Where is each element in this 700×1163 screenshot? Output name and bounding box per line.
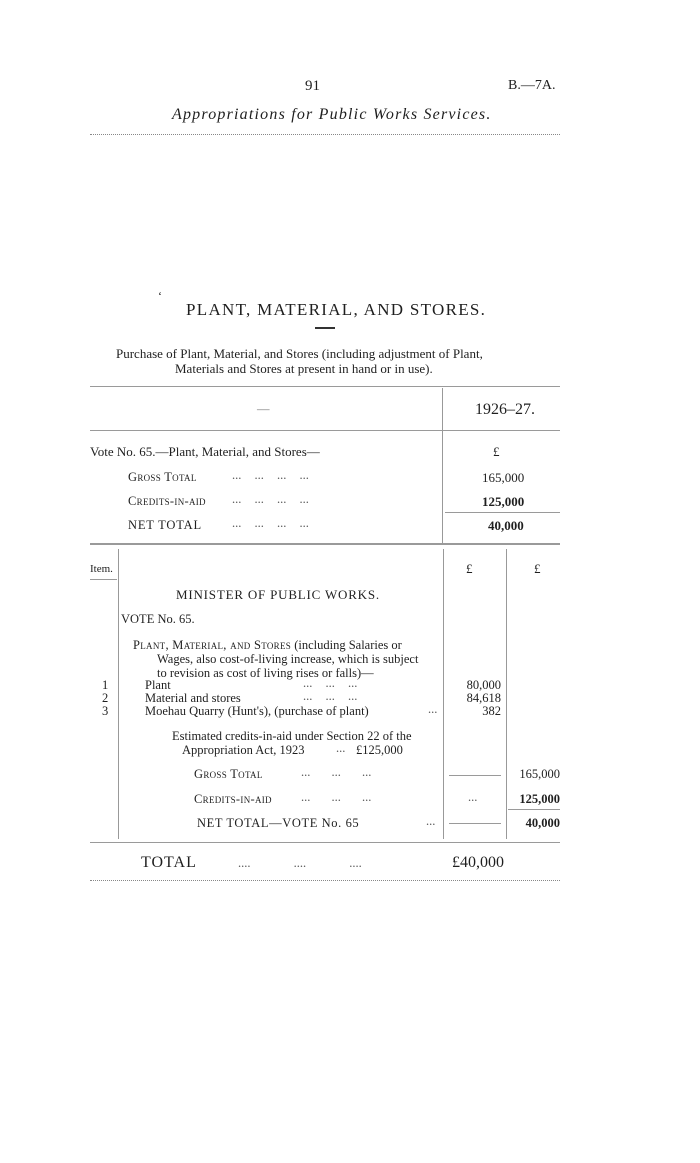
summary-currency: £ <box>493 444 500 459</box>
estimate-line-1: Estimated credits-in-aid under Section 22 of the <box>172 729 412 743</box>
detail-credits-value: 125,000 <box>519 792 560 806</box>
section-marker: ‘ <box>158 289 162 303</box>
item-dots: ... <box>428 702 438 716</box>
item-label: Material and stores <box>145 691 241 705</box>
grand-total-value: £40,000 <box>452 854 504 871</box>
summary-net-dots: ... ... ... ... <box>232 516 309 530</box>
grand-total-label: TOTAL <box>141 854 197 871</box>
summary-credits-label: Credits-in-aid <box>128 494 206 508</box>
summary-blank-header: — <box>257 402 270 416</box>
detail-credits-col1-dots: ... <box>468 790 478 804</box>
detail-net-dots: ... <box>426 814 436 828</box>
item-number: 2 <box>102 691 109 705</box>
description-line-1 <box>133 638 402 653</box>
running-title: Appropriations for Public Works Services. <box>172 106 492 123</box>
title-rule <box>315 327 335 329</box>
detail-gross-value: 165,000 <box>519 767 560 781</box>
summary-net-label: NET TOTAL <box>128 518 202 532</box>
currency-header-2: £ <box>534 561 541 576</box>
header-rule <box>90 134 560 135</box>
detail-gross-label: Gross Total <box>194 767 263 781</box>
item-value: 382 <box>482 704 501 718</box>
item-header: Item. <box>90 563 113 575</box>
detail-net-col1-rule <box>449 823 501 824</box>
item-dots: ... ... ... <box>303 676 358 690</box>
estimate-dots: ... <box>336 741 346 755</box>
item-value: 80,000 <box>466 678 501 692</box>
summary-gross-dots: ... ... ... ... <box>232 468 309 482</box>
description-line-3: to revision as cost of living rises or falls)— <box>157 666 374 680</box>
item-number: 1 <box>102 678 109 692</box>
amount-column-divider-2 <box>506 549 507 839</box>
currency-header-1: £ <box>466 561 473 576</box>
section-title: PLANT, MATERIAL, AND STORES. <box>186 300 487 319</box>
summary-credits-value: 125,000 <box>482 494 525 509</box>
grand-total-rule <box>90 880 560 881</box>
estimate-value: £125,000 <box>356 743 403 757</box>
detail-credits-dots: ... ... ... <box>301 790 372 804</box>
document-reference: B.—7A. <box>508 78 556 93</box>
description-line-1-rest: (including Salaries or <box>291 638 402 652</box>
summary-column-divider <box>442 388 443 543</box>
summary-top-rule <box>90 386 560 387</box>
amount-column-divider-1 <box>443 549 444 839</box>
item-column-divider <box>118 549 119 839</box>
detail-net-label: NET TOTAL—VOTE No. 65 <box>197 816 360 830</box>
page-number: 91 <box>305 78 320 94</box>
summary-net-value: 40,000 <box>488 518 524 533</box>
summary-year-header: 1926–27. <box>475 401 535 418</box>
item-header-rule <box>90 579 117 580</box>
summary-header-rule <box>90 430 560 431</box>
estimate-line-2: Appropriation Act, 1923 <box>182 743 305 757</box>
detail-subtotal-rule <box>508 809 560 810</box>
item-dots: ... ... ... <box>303 689 358 703</box>
detail-gross-col1-rule <box>449 775 501 776</box>
detail-gross-dots: ... ... ... <box>301 765 372 779</box>
description-line-2: Wages, also cost-of-living increase, which is subject <box>157 652 419 666</box>
detail-credits-label: Credits-in-aid <box>194 792 272 806</box>
summary-bottom-rule <box>90 543 560 545</box>
description-line-1-smallcaps: Plant, Material, and Stores <box>133 638 292 652</box>
summary-credits-dots: ... ... ... ... <box>232 492 309 506</box>
vote-heading: VOTE No. 65. <box>121 612 195 626</box>
section-description-line-1: Purchase of Plant, Material, and Stores (including adjustment of Plant, <box>116 346 483 361</box>
summary-vote-line: Vote No. 65.—Plant, Material, and Stores— <box>90 444 320 459</box>
minister-heading: MINISTER OF PUBLIC WORKS. <box>176 587 380 602</box>
item-label: Plant <box>145 678 171 692</box>
item-number: 3 <box>102 704 109 718</box>
item-label: Moehau Quarry (Hunt's), (purchase of plant) <box>145 704 369 718</box>
detail-bottom-rule <box>90 842 560 843</box>
summary-gross-value: 165,000 <box>482 470 525 485</box>
section-description-line-2: Materials and Stores at present in hand or in use). <box>175 361 433 376</box>
summary-subtotal-rule <box>445 512 560 513</box>
summary-gross-label: Gross Total <box>128 470 197 484</box>
item-value: 84,618 <box>466 691 501 705</box>
grand-total-dots: .... .... .... <box>238 856 362 870</box>
detail-net-value: 40,000 <box>525 816 560 830</box>
